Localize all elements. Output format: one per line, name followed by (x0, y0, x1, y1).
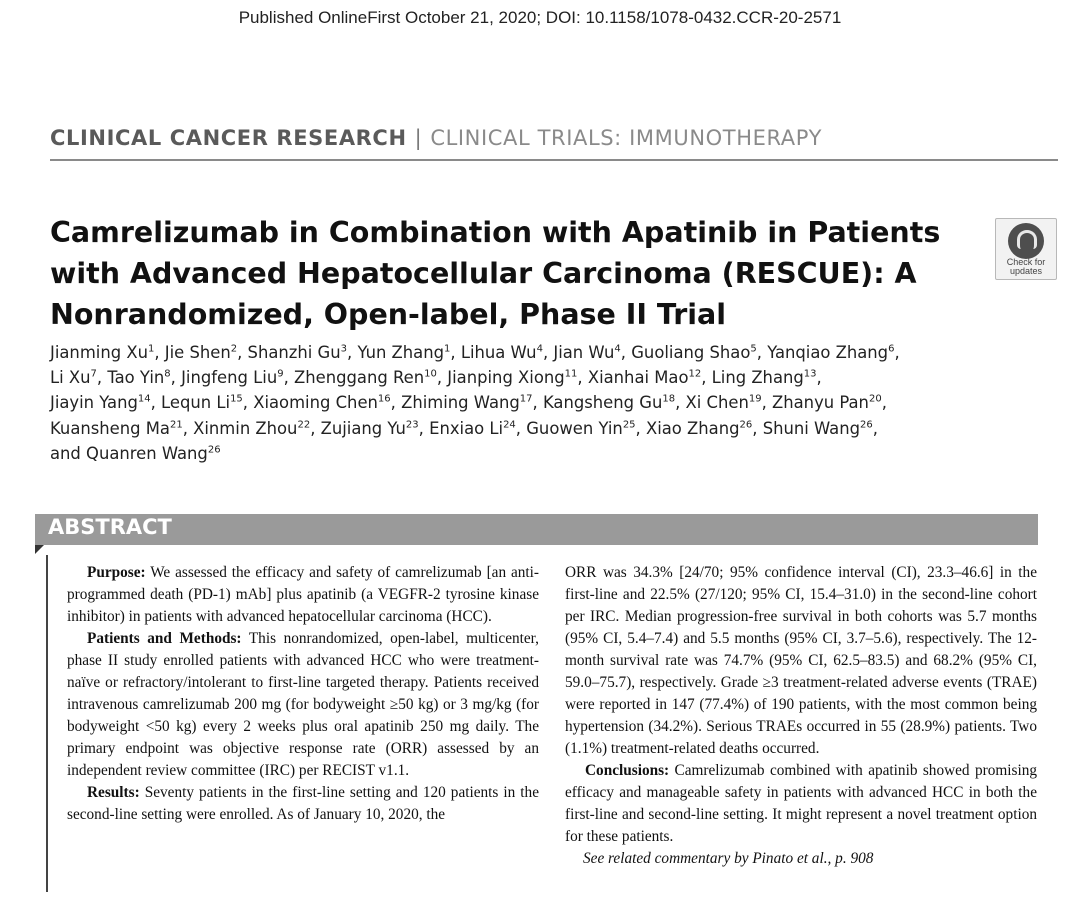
results-label: Results: (87, 784, 140, 801)
journal-separator: | (414, 126, 423, 150)
author-affiliation: 6 (888, 343, 895, 355)
author-affiliation: 8 (164, 368, 171, 380)
author-name: Guowen Yin (526, 418, 623, 438)
author-affiliation: 11 (564, 368, 578, 380)
author-affiliation: 20 (868, 393, 882, 405)
results-text: Seventy patients in the first-line setting and 120 patients in the second-line setting were enrolled. As of January 10, 2020, the (67, 784, 539, 823)
purpose-text: We assessed the efficacy and safety of camrelizumab [an anti-programmed death (PD-1) mAb] plus apatinib (a VEGFR-2 tyrosine kinase inhibitor) in patients with advanced hepatocellular carcinoma (HCC). (67, 564, 539, 625)
author-affiliation: 18 (662, 393, 676, 405)
author-affiliation: 26 (207, 444, 221, 456)
abstract-heading: ABSTRACT (48, 515, 172, 539)
title-line: with Advanced Hepatocellular Carcinoma (RESCUE): A (50, 257, 917, 290)
author-name: Xiaoming Chen (253, 393, 378, 413)
abstract-results (67, 782, 539, 826)
abstract-left-rule (46, 555, 48, 892)
author-name: Enxiao Li (429, 418, 504, 438)
journal-section-bar (50, 126, 1058, 161)
conclusions-text: Camrelizumab combined with apatinib showed promising efficacy and manageable safety in patients with advanced HCC in both the first-line and second-line setting. It might represent a novel treatment option for these patients. (565, 762, 1037, 845)
author-affiliation: 14 (137, 393, 151, 405)
author-affiliation: 13 (803, 368, 817, 380)
check-for-updates-label: Check for updates (1006, 257, 1046, 276)
author-affiliation: 15 (230, 393, 243, 405)
author-name: Xi Chen (685, 393, 749, 413)
author-name: Shanzhi Gu (247, 343, 341, 362)
abstract-column-right (565, 562, 1037, 870)
author-affiliation: 3 (340, 343, 347, 355)
author-name: Li Xu (50, 368, 91, 388)
author-affiliation: 2 (230, 343, 238, 355)
title-line: Camrelizumab in Combination with Apatinib in Patients (50, 216, 941, 249)
methods-text: This nonrandomized, open-label, multicenter, phase II study enrolled patients with advanced HCC who were treatment-naïve or refractory/intolerant to first-line targeted therapy. Patients received intravenous camrelizumab 200 mg (for bodyweight ≥50 kg) or 3 mg/kg (for bodyweight <50 kg) every 2 weeks plus oral apatinib 250 mg daily. The primary endpoint was objective response rate (ORR) assessed by an independent review committee (IRC) per RECIST v1.1. (67, 630, 539, 779)
abstract-results-continued: ORR was 34.3% [24/70; 95% confidence interval (CI), 23.3–46.6] in the first-line and 22.5% (27/120; 95% CI, 15.4–31.0) in the second-line cohort per IRC. Median progression-free survival in both cohorts was 5.7 months (95% CI, 5.4–7.4) and 5.5 months (95% CI, 3.7–5.6), respectively. The 12-month survival rate was 74.7% (95% CI, 62.5–83.5) and 68.2% (95% CI, 59.0–75.7), respectively. Grade ≥3 treatment-related adverse events (TRAE) were reported in 147 (77.4%) of 190 patients, with the most common being hypertension (34.2%). Serious TRAEs occurred in 55 (28.9%) patients. Two (1.1%) treatment-related deaths occurred. (565, 564, 1037, 757)
author-affiliation: 4 (536, 343, 543, 355)
author-affiliation: 21 (169, 419, 183, 431)
author-name: Lequn Li (161, 393, 231, 413)
check-for-updates-button[interactable] (995, 218, 1057, 280)
author-affiliation: 17 (519, 393, 533, 405)
author-affiliation: 26 (860, 419, 873, 431)
related-commentary-link[interactable]: See related commentary by Pinato et al., p. 908 (583, 850, 874, 867)
author-name: Jie Shen (164, 343, 231, 362)
author-conjunction: and (50, 443, 87, 463)
author-affiliation: 4 (614, 343, 621, 355)
author-name: Jianping Xiong (447, 368, 565, 388)
author-affiliation: 16 (377, 393, 391, 405)
methods-label: Patients and Methods: (87, 630, 242, 647)
author-affiliation: 9 (277, 368, 284, 380)
author-name: Jingfeng Liu (181, 368, 278, 388)
abstract-methods (67, 628, 539, 782)
author-affiliation: 26 (739, 419, 753, 431)
author-affiliation: 7 (90, 368, 97, 380)
journal-name: CLINICAL CANCER RESEARCH (50, 126, 407, 150)
author-name: Yanqiao Zhang (767, 343, 889, 362)
author-name: Quanren Wang (86, 443, 208, 463)
author-name: Yun Zhang (357, 343, 445, 362)
conclusions-label: Conclusions: (585, 762, 670, 779)
abstract-conclusions (565, 760, 1037, 848)
author-name: Tao Yin (107, 368, 165, 388)
author-name: Kangsheng Gu (542, 393, 663, 413)
author-name: Ling Zhang (711, 368, 804, 388)
author-affiliation: 24 (503, 419, 516, 431)
author-list: Jianming Xu$^1$, Jie Shen$^2$, Shanzhi Gu$^3$, Yun Zhang$^1$, Lihua Wu$^4$, Jian Wu$^4$, Guoliang Shao$^5$, Yanqiao Zhang$^6$, Li Xu$^7$, Tao Yin$^8$, Jingfeng Liu$^9$, Zhenggang Ren$^{10}$, Jianping Xiong$^{11}$, Xianhai Mao$^{12}$, Ling Zhang$^{13}$, Jiayin Yang$^{14}$, Lequn Li$^{15}$, Xiaoming Chen$^{16}$, Zhiming Wang$^{17}$, Kangsheng Gu$^{18}$, Xi Chen$^{19}$, Zhanyu Pan$^{20}$, Kuansheng Ma$^{21}$, Xinmin Zhou$^{22}$, Zujiang Yu$^{23}$, Enxiao Li$^{24}$, Guowen Yin$^{25}$, Xiao Zhang$^{26}$, Shuni Wang$^{26}$, and Quanren Wang$^{26}$ (50, 343, 900, 463)
author-affiliation: 12 (688, 368, 702, 380)
author-name: Jianming Xu (50, 343, 148, 362)
author-affiliation: 10 (424, 368, 437, 380)
section-name: CLINICAL TRIALS: IMMUNOTHERAPY (430, 126, 822, 150)
abstract-corner-mark (35, 545, 44, 554)
author-name: Zujiang Yu (320, 418, 406, 438)
author-affiliation: 25 (622, 419, 636, 431)
author-name: Xinmin Zhou (193, 418, 298, 438)
abstract-column-left (67, 562, 539, 826)
author-affiliation: 19 (748, 393, 762, 405)
author-name: Xianhai Mao (587, 368, 689, 388)
author-affiliation: 22 (297, 419, 311, 431)
author-name: Xiao Zhang (645, 418, 740, 438)
purpose-label: Purpose: (87, 564, 146, 581)
title-line: Nonrandomized, Open-label, Phase II Trial (50, 298, 727, 331)
author-name: Zhanyu Pan (772, 393, 869, 413)
author-affiliation: 1 (147, 343, 155, 355)
author-name: Kuansheng Ma (50, 418, 170, 438)
author-name: Jiayin Yang (50, 393, 138, 413)
author-name: Zhenggang Ren (294, 368, 425, 388)
author-affiliation: 23 (405, 419, 419, 431)
abstract-heading-bar (35, 514, 1038, 545)
bookmark-icon (1008, 223, 1044, 259)
author-name: Guoliang Shao (631, 343, 751, 362)
abstract-purpose (67, 562, 539, 628)
author-affiliation: 1 (444, 343, 451, 355)
published-online-line: Published OnlineFirst October 21, 2020; DOI: 10.1158/1078-0432.CCR-20-2571 (238, 8, 842, 27)
article-title (50, 212, 950, 335)
author-name: Lihua Wu (460, 343, 537, 362)
author-affiliation: 5 (750, 343, 757, 355)
author-name: Zhiming Wang (401, 393, 520, 413)
author-name: Jian Wu (553, 343, 615, 362)
author-name: Shuni Wang (762, 418, 861, 438)
